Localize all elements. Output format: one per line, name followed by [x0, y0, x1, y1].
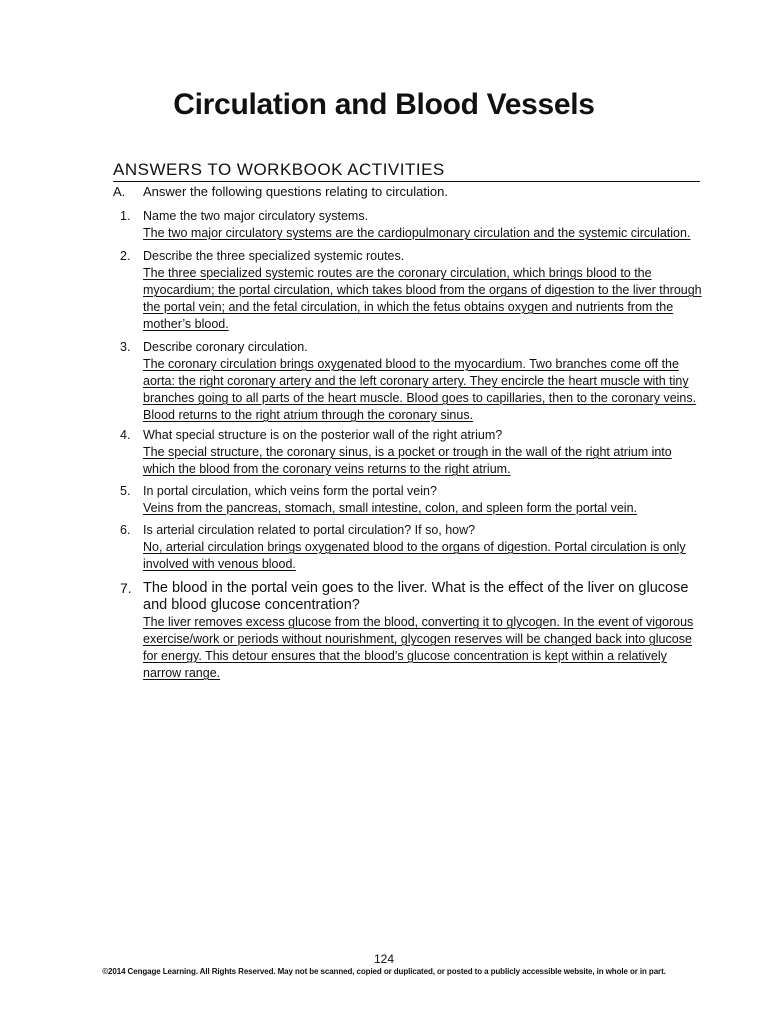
question-text: Describe the three specialized systemic routes.: [143, 249, 405, 263]
question-body: [143, 248, 702, 333]
question-body: [143, 427, 702, 478]
part-letter: A.: [113, 184, 126, 199]
answer-text: The three specialized systemic routes are the coronary circulation, which brings blood to the myocardium; the portal circulation, which takes blood from the organs of digestion to the liver through the portal vein; and the fetal circulation, in which the fetus obtains oxygen and nutrients from the mother’s blood.: [143, 266, 702, 331]
copyright-notice: ©2014 Cengage Learning. All Rights Reserved. May not be scanned, copied or duplicated, or posted to a publicly accessible website, in whole or in part.: [102, 967, 666, 976]
question-number: 7.: [120, 580, 132, 596]
part-instruction-text: Answer the following questions relating to circulation.: [143, 184, 448, 199]
question-text: What special structure is on the posterior wall of the right atrium?: [143, 428, 503, 442]
question-text: Is arterial circulation related to portal circulation? If so, how?: [143, 523, 476, 537]
answer-text: The liver removes excess glucose from the blood, converting it to glycogen. In the event of vigorous exercise/work or periods without nourishment, glycogen reserves will be changed back into glucose for energy. This detour ensures that the blood’s glucose concentration is kept within a relatively narrow range.: [143, 615, 694, 680]
question-text: The blood in the portal vein goes to the liver. What is the effect of the liver on glucose and blood glucose concentration?: [143, 580, 689, 613]
question-item: [120, 427, 702, 478]
answer-text: Veins from the pancreas, stomach, small intestine, colon, and spleen form the portal vein.: [143, 501, 638, 515]
page-number: 124: [373, 952, 395, 966]
question-number: 5.: [120, 484, 131, 498]
question-body: [143, 208, 702, 242]
question-item: [120, 522, 702, 573]
question-body: [143, 580, 702, 682]
question-body: [143, 522, 702, 573]
question-item: [120, 580, 702, 682]
answer-text: The special structure, the coronary sinus, is a pocket or trough in the wall of the right atrium into which the blood from the coronary veins returns to the right atrium.: [143, 445, 672, 476]
question-text: Describe coronary circulation.: [143, 340, 308, 354]
question-body: [143, 339, 702, 424]
question-item: [120, 339, 702, 424]
question-text: Name the two major circulatory systems.: [143, 209, 369, 223]
question-number: 4.: [120, 428, 131, 442]
answer-text: The coronary circulation brings oxygenated blood to the myocardium. Two branches come off the aorta: the right coronary artery and the left coronary artery. They encircle the heart muscle with tiny branches going to all parts of the heart muscle. Blood goes to capillaries, then to the coronary veins. Blood returns to the right atrium through the coronary sinus.: [143, 357, 697, 422]
section-heading: ANSWERS TO WORKBOOK ACTIVITIES: [113, 160, 700, 182]
part-instruction: [113, 184, 700, 200]
question-item: [120, 208, 702, 242]
answer-text: The two major circulatory systems are the cardiopulmonary circulation and the systemic circulation.: [143, 226, 691, 240]
page-title: Circulation and Blood Vessels: [173, 88, 595, 121]
answer-text: No, arterial circulation brings oxygenated blood to the organs of digestion. Portal circulation is only involved with venous blood.: [143, 540, 686, 571]
question-number: 1.: [120, 209, 131, 223]
question-item: [120, 248, 702, 333]
question-number: 2.: [120, 249, 131, 263]
question-number: 6.: [120, 523, 131, 537]
question-body: [143, 483, 702, 517]
question-number: 3.: [120, 340, 131, 354]
question-item: [120, 483, 702, 517]
question-list: [120, 208, 702, 682]
question-text: In portal circulation, which veins form the portal vein?: [143, 484, 437, 498]
